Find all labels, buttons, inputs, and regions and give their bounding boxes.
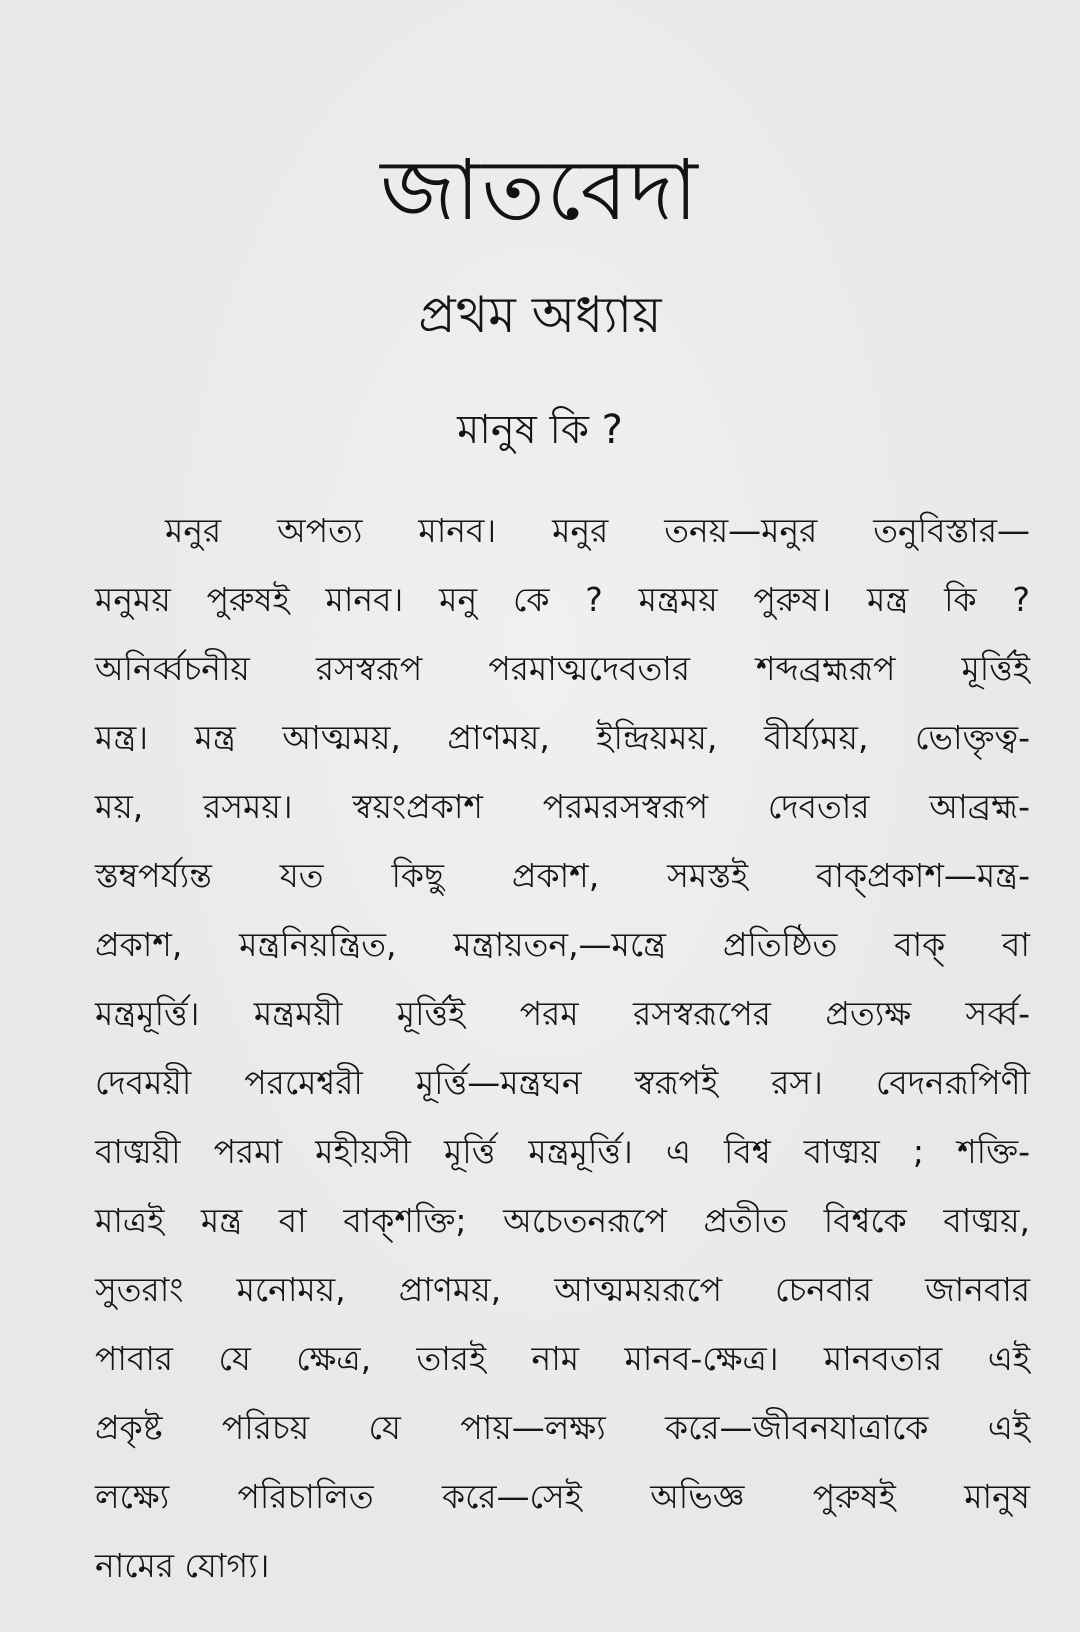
text-line: মনুর অপত্য মানব। মনুর তনয়—মনুর তনুবিস্তার— <box>165 511 1030 550</box>
text-line: সুতরাং মনোময়, প্রাণময়, আত্মময়রূপে চেনবার জানবার <box>95 1270 1030 1309</box>
text-line: মাত্রই মন্ত্র বা বাক্‌শক্তি; অচেতনরূপে প্রতীত বিশ্বকে বাঙ্ময়, <box>95 1201 1030 1240</box>
text-line: স্তম্বপর্য্যন্ত যত কিছু প্রকাশ, সমস্তই বাক্‌প্রকাশ—মন্ত্র- <box>95 856 1030 895</box>
book-title: জাতবেদা <box>380 141 700 239</box>
text-line: পাবার যে ক্ষেত্র, তারই নাম মানব-ক্ষেত্র। মানবতার এই <box>95 1339 1030 1378</box>
section-heading: মানুষ কি ? <box>457 407 623 453</box>
text-line: প্রকৃষ্ট পরিচয় যে পায়—লক্ষ্য করে—জীবনযাত্রাকে এই <box>95 1408 1030 1447</box>
text-line: মন্ত্র। মন্ত্র আত্মময়, প্রাণময়, ইন্দ্রিয়ময়, বীর্য্যময়, ভোক্তৃত্ব- <box>95 718 1030 757</box>
text-line: মন্ত্রমূর্ত্তি। মন্ত্রময়ী মূর্ত্তিই পরম রসস্বরূপের প্রত্যক্ষ সর্ব্ব- <box>95 994 1030 1033</box>
chapter-heading: প্রথম অধ্যায় <box>418 286 662 344</box>
text-line: দেবময়ী পরমেশ্বরী মূর্ত্তি—মন্ত্রঘন স্বরূপই রস। বেদনরূপিণী <box>95 1063 1030 1102</box>
text-line: বাঙ্ময়ী পরমা মহীয়সী মূর্ত্তি মন্ত্রমূর্ত্তি। এ বিশ্ব বাঙ্ময় ; শক্তি- <box>95 1132 1030 1171</box>
text-line: মনুময় পুরুষই মানব। মনু কে ? মন্ত্রময় পুরুষ। মন্ত্র কি ? <box>95 580 1030 619</box>
text-line: লক্ষ্যে পরিচালিত করে—সেই অভিজ্ঞ পুরুষই মানুষ <box>95 1477 1030 1516</box>
text-line: অনির্ব্বচনীয় রসস্বরূপ পরমাত্মদেবতার শব্দব্রহ্মরূপ মূর্ত্তিই <box>95 649 1030 688</box>
text-line: প্রকাশ, মন্ত্রনিয়ন্ত্রিত, মন্ত্রায়তন,—মন্ত্রে প্রতিষ্ঠিত বাক্‌ বা <box>95 925 1030 964</box>
body-paragraph <box>95 496 1030 1600</box>
text-line: ময়, রসময়। স্বয়ংপ্রকাশ পরমরসস্বরূপ দেবতার আব্রহ্ম- <box>95 787 1030 826</box>
text-line: নামের যোগ্য। <box>95 1546 270 1585</box>
